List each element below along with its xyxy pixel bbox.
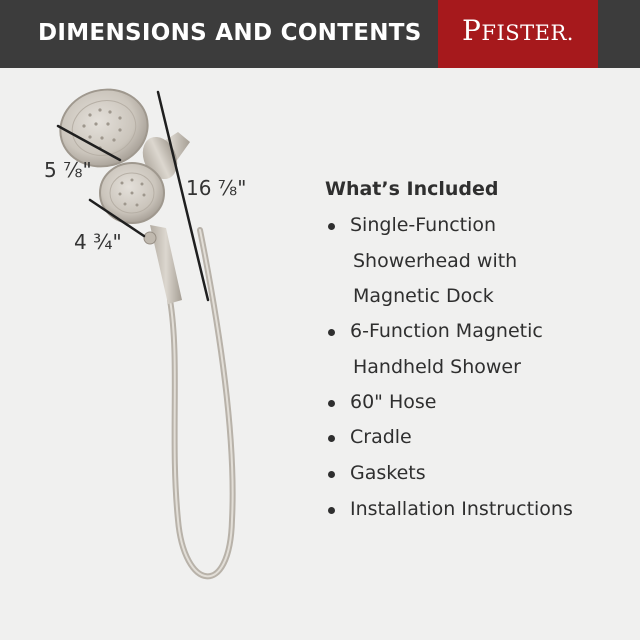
list-bullet	[328, 400, 335, 407]
brand-logo-text: PFISTER.	[462, 14, 574, 47]
page-title: DIMENSIONS AND CONTENTS	[38, 20, 422, 46]
list-item-continued: Magnetic Dock	[353, 285, 494, 307]
list-bullet	[328, 329, 335, 336]
list-bullet	[328, 435, 335, 442]
list-bullet	[328, 223, 335, 230]
list-item: Cradle	[350, 426, 412, 448]
list-item-continued: Handheld Shower	[353, 356, 521, 378]
list-item-continued: Showerhead with	[353, 250, 518, 272]
list-item: Single-Function	[350, 214, 497, 236]
dimension-large-width: 5 ⅞"	[44, 158, 92, 182]
dimension-height: 16 ⅞"	[186, 176, 247, 200]
list-item: 60" Hose	[350, 391, 437, 413]
list-item: Gaskets	[350, 462, 426, 484]
dimension-handheld-width: 4 ¾"	[74, 230, 122, 254]
included-heading: What’s Included	[325, 178, 499, 200]
list-item: Installation Instructions	[350, 498, 573, 520]
list-bullet	[328, 507, 335, 514]
list-bullet	[328, 471, 335, 478]
list-item: 6-Function Magnetic	[350, 320, 543, 342]
